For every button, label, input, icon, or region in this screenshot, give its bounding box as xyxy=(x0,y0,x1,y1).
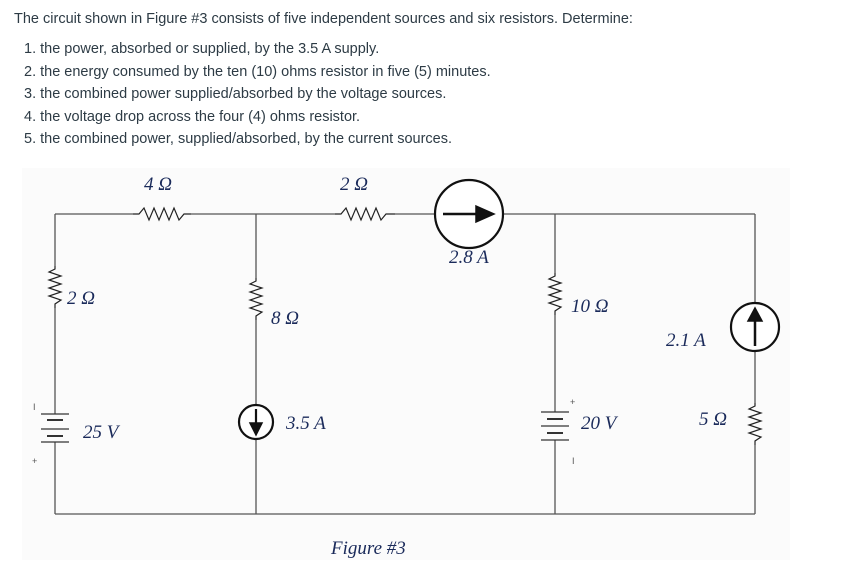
polarity-plus-right: + xyxy=(570,397,576,407)
label-5-ohm: 5 Ω xyxy=(699,409,727,430)
current-source-2-1a xyxy=(731,303,779,351)
resistor-2-ohm-top xyxy=(335,208,395,220)
polarity-plus-left: + xyxy=(32,456,38,466)
voltage-source-25v xyxy=(41,414,69,442)
circuit-diagram xyxy=(22,168,790,560)
resistor-5-ohm xyxy=(749,403,761,445)
question-item: 3. the combined power supplied/absorbed by the voltage sources. xyxy=(24,86,447,103)
label-3-5a: 3.5 A xyxy=(286,413,326,434)
question-item: 5. the combined power, supplied/absorbed, by the current sources. xyxy=(24,131,453,148)
label-4-ohm: 4 Ω xyxy=(144,174,172,195)
label-2-1a: 2.1 A xyxy=(666,330,706,351)
label-2-8a: 2.8 A xyxy=(449,247,489,268)
problem-intro: The circuit shown in Figure #3 consists of five independent sources and six resistors. Determine: xyxy=(14,11,633,27)
polarity-minus-left: I xyxy=(33,402,36,412)
circuit-wires xyxy=(55,214,755,514)
resistor-2-ohm-left xyxy=(49,266,61,308)
resistor-10-ohm xyxy=(549,273,561,315)
polarity-minus-right: I xyxy=(572,456,575,466)
label-8-ohm: 8 Ω xyxy=(271,308,299,329)
current-source-2-8a xyxy=(435,180,503,248)
voltage-source-20v xyxy=(541,412,569,440)
question-item: 4. the voltage drop across the four (4) ohms resistor. xyxy=(24,108,361,125)
label-2-ohm-left: 2 Ω xyxy=(67,288,95,309)
question-item: 1. the power, absorbed or supplied, by the 3.5 A supply. xyxy=(24,41,380,57)
current-source-3-5a xyxy=(239,405,273,439)
resistor-4-ohm xyxy=(133,208,191,220)
circuit-figure xyxy=(22,168,790,560)
label-2-ohm-top: 2 Ω xyxy=(340,174,368,195)
label-20v: 20 V xyxy=(581,413,617,434)
question-item: 2. the energy consumed by the ten (10) ohms resistor in five (5) minutes. xyxy=(24,63,491,80)
label-25v: 25 V xyxy=(83,422,119,443)
figure-caption: Figure #3 xyxy=(331,538,406,559)
label-10-ohm: 10 Ω xyxy=(571,296,609,317)
question-list xyxy=(24,38,491,151)
resistor-8-ohm xyxy=(250,278,262,320)
